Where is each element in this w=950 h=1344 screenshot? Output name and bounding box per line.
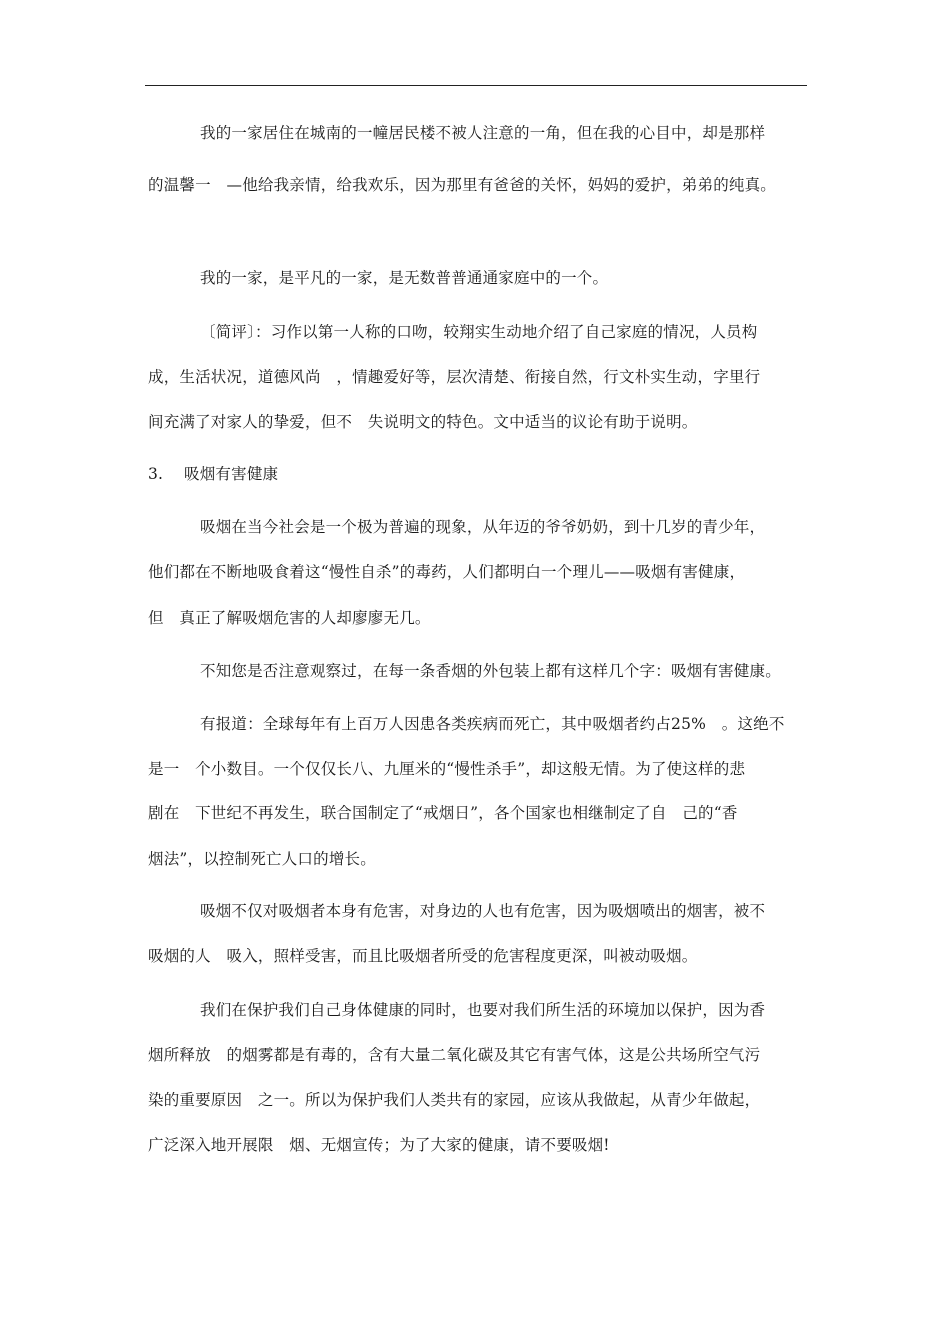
text-line: 烟所释放 的烟雾都是有毒的，含有大量二氧化碳及其它有害气体，这是公共场所空气污 <box>148 1046 761 1064</box>
text-line: 不知您是否注意观察过，在每一条香烟的外包装上都有这样几个字：吸烟有害健康。 <box>200 662 781 680</box>
text-line: 但 真正了解吸烟危害的人却廖廖无几。 <box>148 609 431 627</box>
text-line: 成，生活状况，道德风尚 ，情趣爱好等，层次清楚、衔接自然，行文朴实生动，字里行 <box>148 368 761 386</box>
text-line: 〔简评〕：习作以第一人称的口吻，较翔实生动地介绍了自己家庭的情况，人员构 <box>200 323 758 341</box>
text-line: 的温馨一 —他给我亲情，给我欢乐，因为那里有爸爸的关怀，妈妈的爱护，弟弟的纯真。 <box>148 176 777 194</box>
text-line: 我的一家居住在城南的一幢居民楼不被人注意的一角，但在我的心目中，却是那样 <box>200 124 766 142</box>
section-heading: 3. 吸烟有害健康 <box>148 465 279 483</box>
text-line: 吸烟不仅对吸烟者本身有危害，对身边的人也有危害，因为吸烟喷出的烟害，被不 <box>200 902 766 920</box>
text-line: 吸烟在当今社会是一个极为普遍的现象，从年迈的爷爷奶奶，到十几岁的青少年， <box>200 518 766 536</box>
header-rule <box>145 85 807 86</box>
text-line: 有报道：全球每年有上百万人因患各类疾病而死亡，其中吸烟者约占25% 。这绝不 <box>200 715 785 733</box>
text-line: 剧在 下世纪不再发生，联合国制定了“戒烟日”，各个国家也相继制定了自 己的“香 <box>148 804 738 822</box>
text-line: 间充满了对家人的挚爱，但不 失说明文的特色。文中适当的议论有助于说明。 <box>148 413 698 431</box>
text-line: 广泛深入地开展限 烟、无烟宣传；为了大家的健康，请不要吸烟! <box>148 1136 610 1154</box>
text-line: 他们都在不断地吸食着这“慢性自杀”的毒药，人们都明白一个理儿——吸烟有害健康， <box>148 563 746 581</box>
text-line: 我的一家，是平凡的一家，是无数普普通通家庭中的一个。 <box>200 269 609 287</box>
text-line: 我们在保护我们自己身体健康的同时，也要对我们所生活的环境加以保护，因为香 <box>200 1001 766 1019</box>
text-line: 烟法”，以控制死亡人口的增长。 <box>148 850 376 868</box>
text-line: 染的重要原因 之一。所以为保护我们人类共有的家园，应该从我做起，从青少年做起， <box>148 1091 761 1109</box>
text-line: 吸烟的人 吸入，照样受害，而且比吸烟者所受的危害程度更深，叫被动吸烟。 <box>148 947 698 965</box>
text-line: 是一 个小数目。一个仅仅长八、九厘米的“慢性杀手”，却这般无情。为了使这样的悲 <box>148 760 746 778</box>
